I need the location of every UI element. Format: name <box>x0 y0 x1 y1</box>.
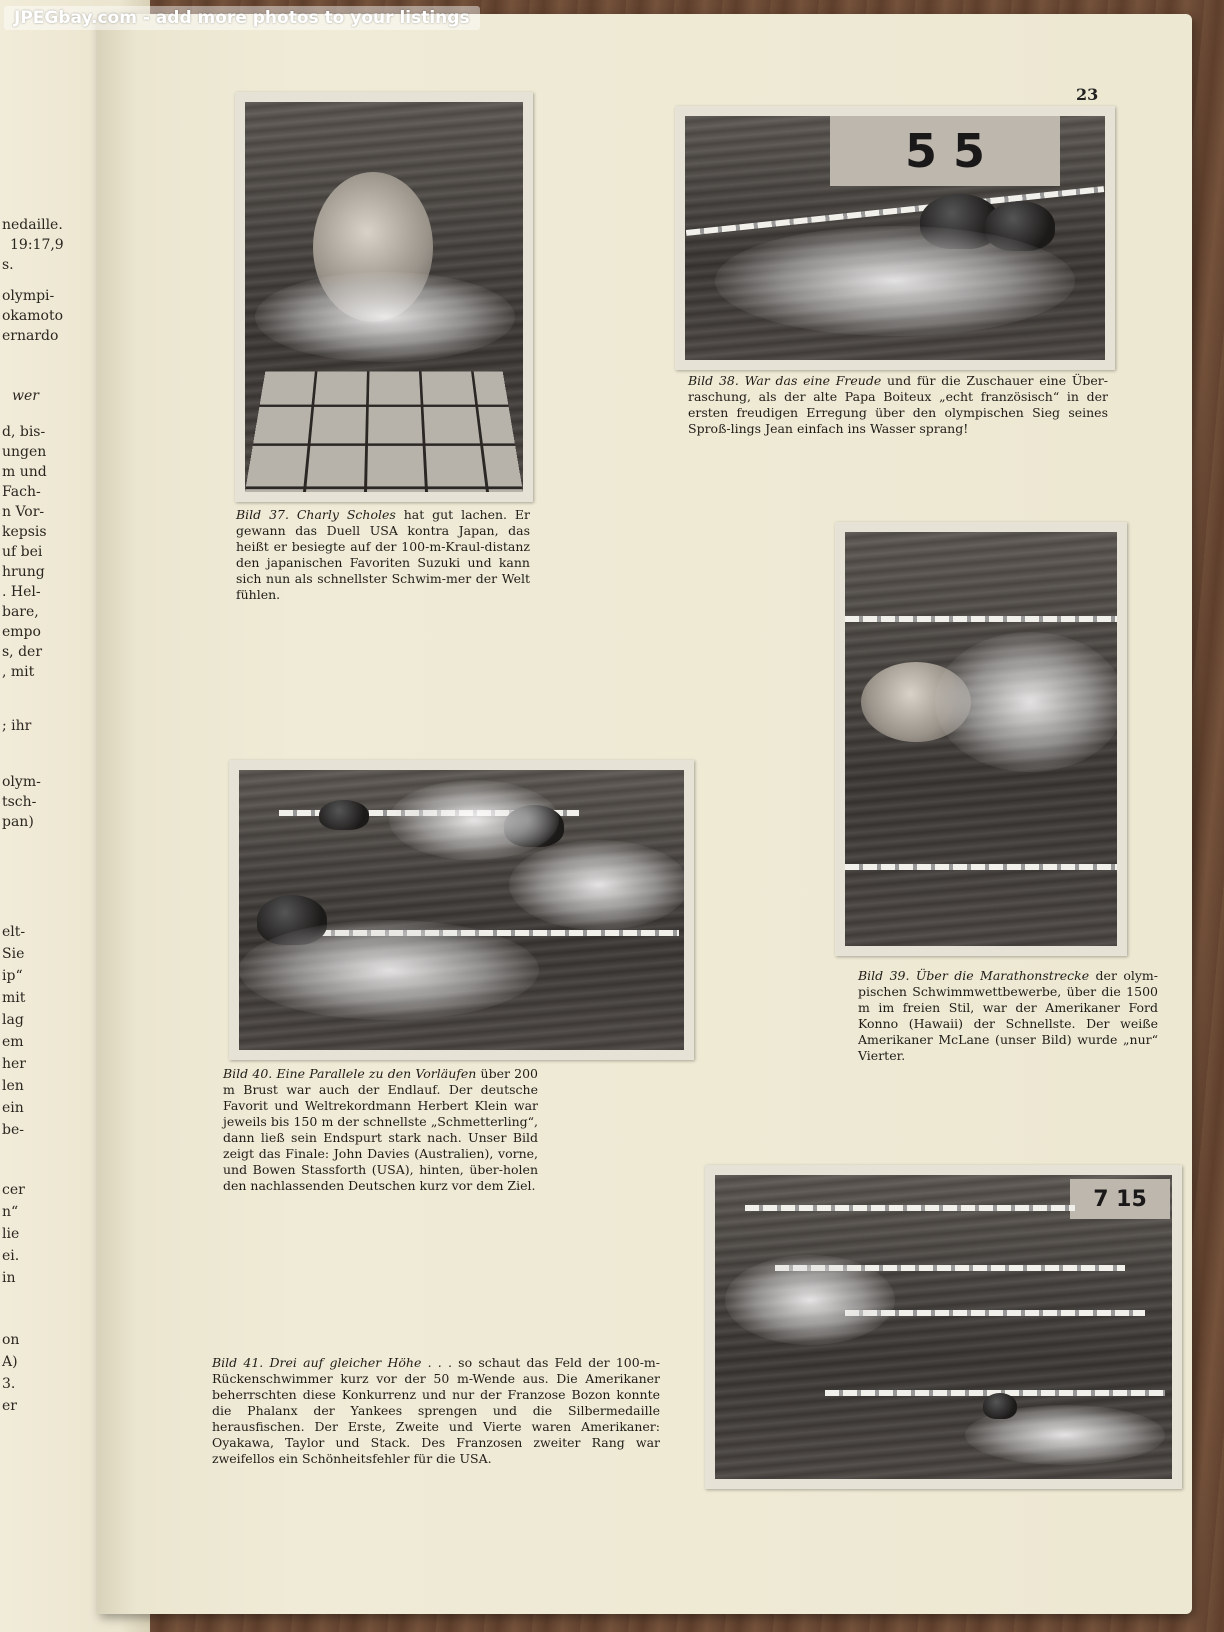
caption-text: und für die Zuschauer eine Über-raschung, als der alte Papa Boiteux „echt französisch“ in der ersten freudigen Erregung über den olympischen Sieg seines Sproß-lings Jean einfach ins Wasser sprang! <box>688 373 1109 436</box>
left-fragment: okamoto <box>2 308 64 324</box>
left-fragment: Fach- <box>2 484 41 500</box>
left-fragment: bare, <box>2 604 39 620</box>
photo-image <box>239 770 684 1050</box>
left-fragment: s. <box>2 257 14 273</box>
left-fragment: mit <box>2 990 26 1006</box>
left-fragment: Sie <box>2 946 25 962</box>
caption-bild-40 <box>223 1066 538 1194</box>
left-fragment: 3. <box>2 1376 16 1392</box>
swimmer-cap <box>983 1393 1017 1419</box>
left-fragment: hrung <box>2 564 45 580</box>
caption-text: hat gut lachen. Er gewann das Duell USA kontra Japan, das heißt er besiegte auf der 100-m-Kraul-distanz den japanischen Favoriten Suzuki und kann sich nun als schnellster Schwim-mer der Welt fühlen. <box>236 507 530 602</box>
turn-marker: 7 15 <box>1070 1179 1170 1219</box>
photo-bild-37 <box>235 92 533 502</box>
start-block: 5 5 <box>830 116 1060 186</box>
photo-image <box>715 1175 1172 1479</box>
water-splash <box>239 920 539 1020</box>
caption-bild-38 <box>688 373 1108 437</box>
caption-lead: Bild 41. Drei auf gleicher Höhe . . . <box>212 1355 452 1370</box>
left-fragment: lag <box>2 1012 24 1028</box>
left-fragment: n Vor- <box>2 504 45 520</box>
left-fragment: kepsis <box>2 524 47 540</box>
left-fragment: . Hel- <box>2 584 41 600</box>
left-fragment: ernardo <box>2 328 59 344</box>
photo-bild-41 <box>705 1165 1182 1489</box>
caption-text: der olym-pischen Schwimmwettbewerbe, über die 1500 m im freien Stil, war der Amerikaner Ford Konno (Hawaii) der Schnellste. Der weiße Amerikaner McLane (unser Bild) wurde „nur“ Vierter. <box>858 968 1159 1063</box>
photo-bild-39 <box>835 522 1127 956</box>
photo-bild-38 <box>675 106 1115 370</box>
caption-bild-39 <box>858 968 1158 1064</box>
lane-rope <box>845 864 1117 870</box>
left-fragment: pan) <box>2 814 34 830</box>
water-splash <box>255 272 515 362</box>
left-fragment: m und <box>2 464 47 480</box>
left-fragment: wer <box>12 388 39 404</box>
caption-lead: Bild 39. Über die Marathonstrecke <box>858 968 1090 983</box>
left-fragment: n“ <box>2 1204 19 1220</box>
left-fragment: olym- <box>2 774 41 790</box>
caption-text: über 200 m Brust war auch der Endlauf. Der deutsche Favorit und Weltrekordmann Herbert Klein war jeweils bis 150 m der schnellste „Schmetterling“, dann ließ sein Endspurt stark nach. Unser Bild zeigt das Finale: John Davies (Australien), vorne, und Bowen Stassforth (USA), hinten, über-holen den nachlassenden Deutschen kurz vor dem Ziel. <box>223 1066 538 1193</box>
left-fragment: em <box>2 1034 24 1050</box>
left-fragment: empo <box>2 624 41 640</box>
left-fragment: s, der <box>2 644 43 660</box>
left-fragment: tsch- <box>2 794 37 810</box>
left-fragment: , mit <box>2 664 35 680</box>
pool-tiles <box>245 372 523 492</box>
left-fragment: er <box>2 1398 17 1414</box>
left-fragment: ip“ <box>2 968 23 984</box>
water-splash <box>509 840 684 930</box>
photo-image <box>845 532 1117 946</box>
left-fragment: ein <box>2 1100 24 1116</box>
left-fragment: 19:17,9 <box>10 237 64 253</box>
left-fragment: ungen <box>2 444 47 460</box>
left-fragment: olympi- <box>2 288 55 304</box>
water-splash <box>389 780 559 860</box>
photo-image <box>245 102 523 492</box>
left-fragment: her <box>2 1056 26 1072</box>
left-fragment: be- <box>2 1122 24 1138</box>
caption-text: so schaut das Feld der 100-m-Rückenschwimmer kurz vor der 50 m-Wende aus. Die Amerikaner beherrschten diese Konkurrenz und nur der Franzose Bozon konnte die Phalanx der Yankees sprengen und die Silbermedaille herausfischen. Der Erste, Zweite und Vierte waren Amerikaner: Oyakawa, Taylor und Stack. Des Franzosen zweiter Rang war zweifellos ein Schönheitsfehler für die USA. <box>212 1355 660 1466</box>
water-splash <box>935 632 1117 772</box>
caption-lead: Bild 40. Eine Parallele zu den Vorläufen <box>223 1066 477 1081</box>
left-fragment: ; ihr <box>2 718 32 734</box>
left-fragment: on <box>2 1332 20 1348</box>
caption-bild-37 <box>236 507 530 603</box>
left-fragment: ei. <box>2 1248 20 1264</box>
swimmer-cap <box>319 800 369 830</box>
left-fragment: nedaille. <box>2 217 63 233</box>
lane-rope <box>845 616 1117 622</box>
lane-rope <box>745 1205 1075 1211</box>
caption-lead: Bild 38. War das eine Freude <box>688 373 882 388</box>
left-fragment: uf bei <box>2 544 43 560</box>
photo-bild-40 <box>229 760 694 1060</box>
water-splash <box>715 226 1075 336</box>
left-fragment: cer <box>2 1182 25 1198</box>
caption-lead: Bild 37. Charly Scholes <box>236 507 396 522</box>
caption-bild-41 <box>212 1355 660 1467</box>
water-splash <box>725 1255 895 1345</box>
left-fragment: A) <box>2 1354 18 1370</box>
left-fragment: lie <box>2 1226 20 1242</box>
photo-image <box>685 116 1105 360</box>
left-fragment: in <box>2 1270 16 1286</box>
left-fragment: len <box>2 1078 24 1094</box>
page-number: 23 <box>1076 85 1099 104</box>
watermark: JPEGbay.com - add more photos to your listings <box>4 6 480 30</box>
left-fragment: d, bis- <box>2 424 46 440</box>
left-fragment: elt- <box>2 924 26 940</box>
